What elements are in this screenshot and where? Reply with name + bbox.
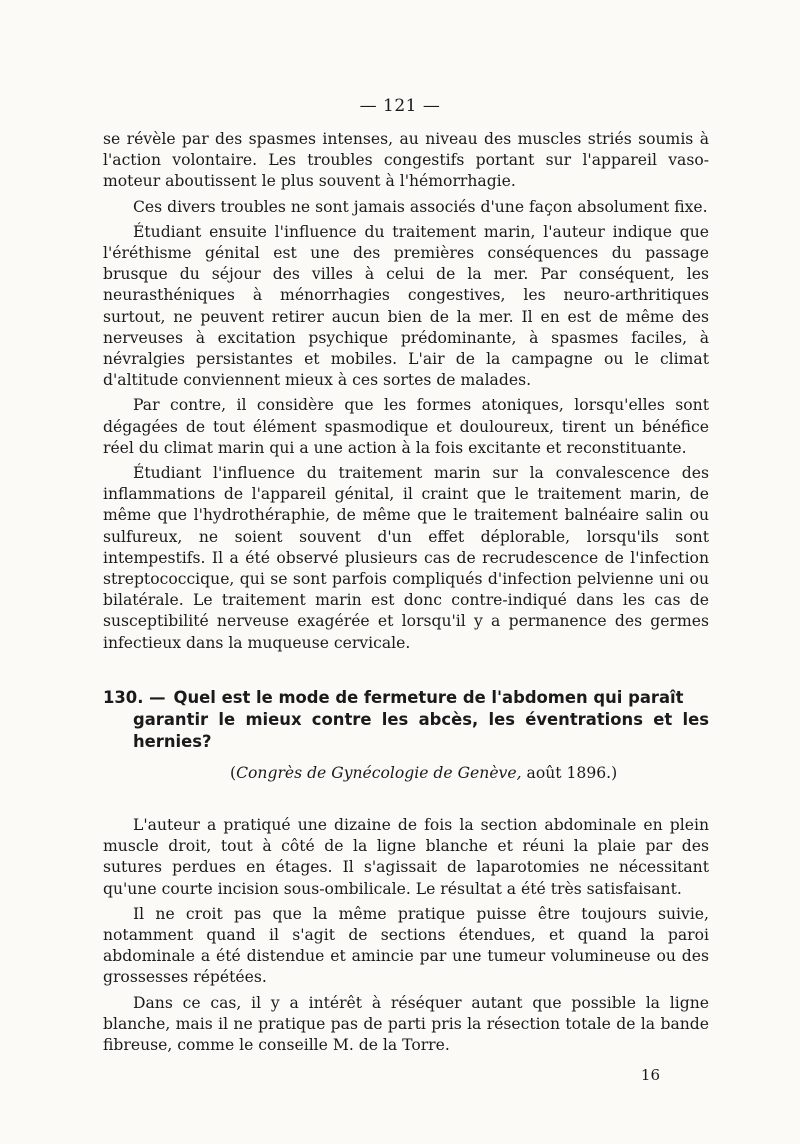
paragraph: L'auteur a pratiqué une dizaine de fois la section abdominale en plein muscle droit, tout à côté de la ligne blanche et réuni la plaie par des sutures perdues en étages. Il s'agissait de laparotomies ne nécessitant qu'une courte incision sous-ombilicale. Le résultat a été très satisfaisant. — [103, 816, 709, 898]
paragraph: Par contre, il considère que les formes atoniques, lorsqu'elles sont dégagées de tout élément spasmodique et douloureux, tirent un bénéfice réel du climat marin qui a une action à la fois excitante et reconstituante. — [103, 396, 709, 457]
body-text-continued — [103, 129, 709, 658]
paragraph: Étudiant ensuite l'influence du traitement marin, l'auteur indique que l'éréthisme génital est une des premières conséquences du passage brusque du séjour des villes à celui de la mer. Par conséquent, les neurasthéniques à ménorrhagies congestives, les neuro-arthritiques surtout, ne peuvent retirer aucun bien de la mer. Il en est de même des nerveuses à excitation psychique prédominante, à spasmes faciles, à névralgies persistantes et mobiles. L'air de la campagne ou le climat d'altitude conviennent mieux à ces sortes de malades. — [103, 222, 709, 390]
source-congress: Congrès de Gynécologie de Genève, — [236, 764, 522, 782]
paragraph: Ces divers troubles ne sont jamais associés d'une façon absolument fixe. — [133, 197, 708, 216]
section-number: 130. — — [103, 688, 166, 707]
section-body — [103, 815, 709, 1060]
heading-first-line: Quel est le mode de fermeture de l'abdomen qui paraît — [173, 688, 684, 707]
paragraph: Étudiant l'influence du traitement marin sur la convalescence des inflammations de l'appareil génital, il craint que le traitement marin, de même que l'hydrothéraphie, de même que le traitement balnéaire salin ou sulfureux, ne soient souvent d'un effet déplorable, lorsqu'ils sont intempestifs. Il a été observé plusieurs cas de recrudescence de l'infection streptococcique, qui se sont parfois compliqués d'infection pelvienne uni ou bilatérale. Le traitement marin est donc contre-indiqué dans les cas de susceptibilité nerveuse exagérée et lorsqu'il y a permanence des germes infectieux dans la muqueuse cervicale. — [103, 464, 709, 652]
heading-continuation: garantir le mieux contre les abcès, les éventrations et les hernies? — [133, 710, 709, 751]
source-open: ( — [230, 764, 237, 782]
source-date: août 1896.) — [521, 764, 618, 782]
section-heading — [103, 687, 709, 753]
source-citation — [230, 762, 710, 784]
paragraph: Dans ce cas, il y a intérêt à réséquer autant que possible la ligne blanche, mais il ne pratique pas de parti pris la résection totale de la bande fibreuse, comme le conseille M. de la Torre. — [103, 993, 709, 1055]
signature-mark: 16 — [640, 1066, 660, 1084]
page-number: — 121 — — [359, 96, 441, 116]
paragraph: Il ne croit pas que la même pratique puisse être toujours suivie, notamment quand il s'agit de sections étendues, et quand la paroi abdominale a été distendue et amincie par une tumeur volumineuse ou des grossesses répétées. — [103, 904, 709, 987]
paragraph: se révèle par des spasmes intenses, au niveau des muscles striés soumis à l'action volontaire. Les troubles congestifs portant sur l'appareil vaso-moteur aboutissent le plus souvent à l'hémorrhagie. — [103, 130, 709, 191]
